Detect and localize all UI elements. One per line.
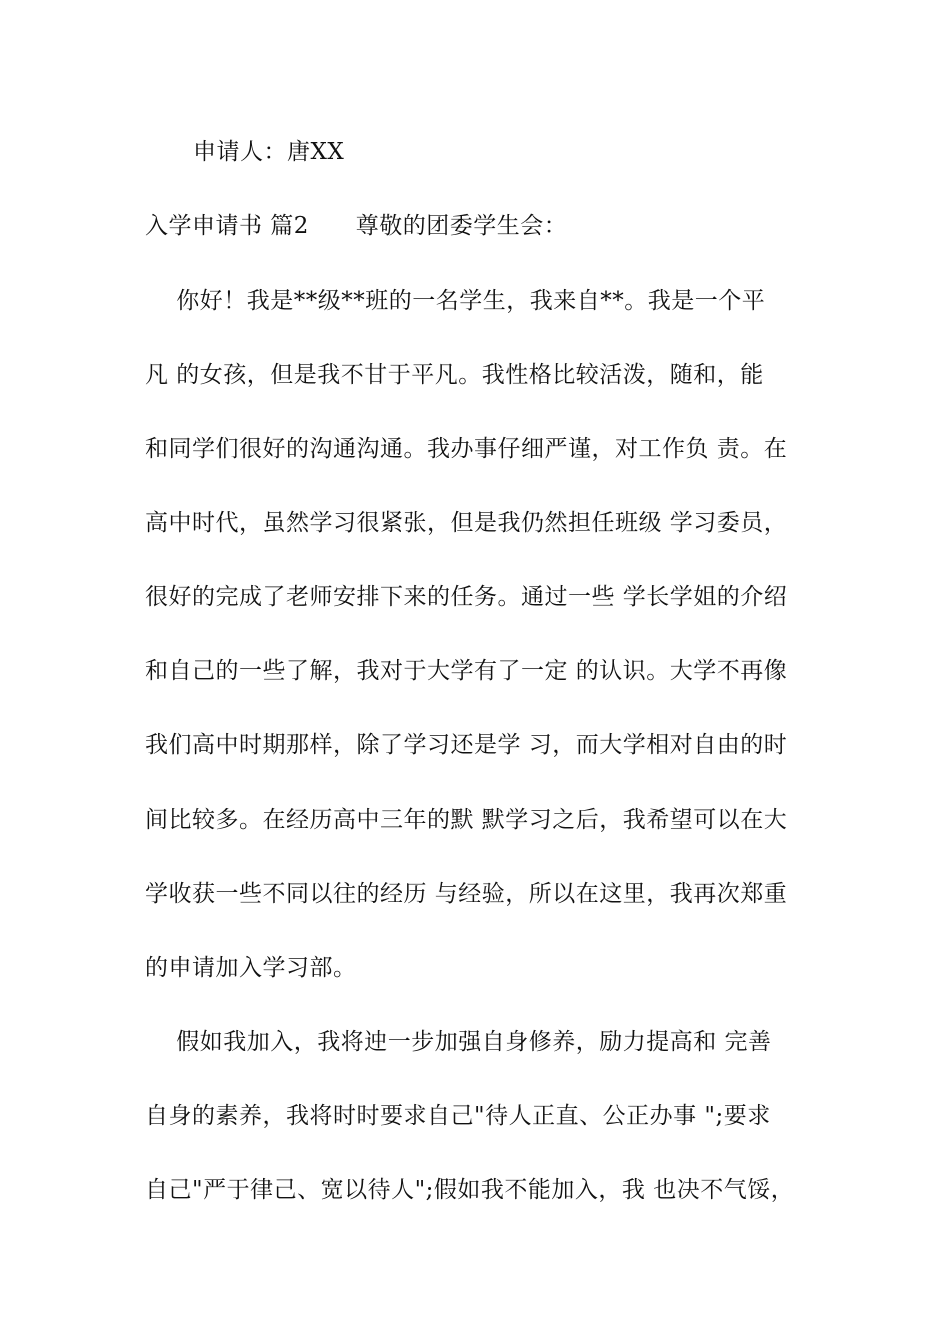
body-line: 高中时代，虽然学习很紧张，但是我仍然担任班级 学习委员， — [145, 510, 788, 536]
body-line: 很好的完成了老师安排下来的任务。通过一些 学长学姐的介绍 — [145, 584, 788, 610]
heading-line: 入学申请书 篇2 尊敬的团委学生会： — [145, 213, 568, 239]
body-line: 凡 的女孩，但是我不甘于平凡。我性格比较活泼，随和，能 — [145, 362, 764, 388]
body-line: 我们高中时期那样，除了学习还是学 习，而大学相对自由的时 — [145, 732, 788, 758]
body-line: 你好！我是**级**班的一名学生，我来自**。我是一个平 — [145, 288, 766, 314]
body-line: 自己"严于律己、宽以待人";假如我不能加入，我 也决不气馁， — [145, 1177, 795, 1203]
body-line: 和同学们很好的沟通沟通。我办事仔细严谨，对工作负 责。在 — [145, 436, 788, 462]
body-line: 间比较多。在经历高中三年的默 默学习之后，我希望可以在大 — [145, 807, 788, 833]
body-line: 学收获一些不同以往的经历 与经验，所以在这里，我再次郑重 — [145, 881, 788, 907]
applicant-line: 申请人：唐XX — [193, 139, 345, 165]
body-line: 和自己的一些了解，我对于大学有了一定 的认识。大学不再像 — [145, 658, 788, 684]
body-line: 自身的素养，我将时时要求自己"待人正直、公正办事 ";要求 — [145, 1103, 771, 1129]
body-line: 的申请加入学习部。 — [145, 955, 357, 981]
body-line: 假如我加入，我将迚一步加强自身修养，励力提高和 完善 — [145, 1029, 772, 1055]
